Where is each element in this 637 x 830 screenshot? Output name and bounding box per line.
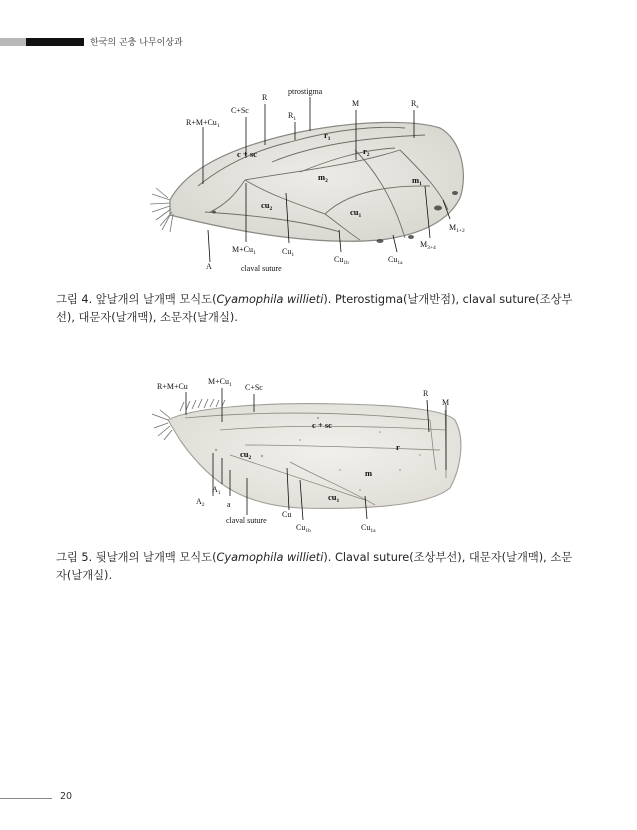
label-A: A: [206, 262, 212, 271]
label-R-M-Cu1: $R+M+Cu_1$: [186, 118, 220, 129]
label-M3-4: $M_{3+4}$: [420, 240, 436, 251]
cell-r2: $r_2$: [363, 146, 370, 158]
cell-m1: $m_1$: [412, 175, 422, 187]
cell-r1: $r_1$: [324, 130, 331, 142]
label-R-M-Cu: R+M+Cu: [157, 382, 188, 391]
label-M-Cu1: $M+Cu_1$: [232, 245, 256, 256]
cell-r: r: [396, 442, 400, 452]
label-R: R: [262, 93, 268, 102]
label-C-Sc: C+Sc: [231, 106, 249, 115]
label-Rs: $R_s$: [411, 99, 419, 110]
figure5-caption: 그림 5. 뒷날개의 날개맥 모식도(Cyamophila willieti). Claval suture(조상부선), 대문자(날개맥), 소문자(날개실).: [56, 551, 573, 582]
label-a: a: [227, 500, 231, 509]
cell-c-sc: c + sc: [312, 420, 332, 430]
cell-c-sc: c + sc: [237, 149, 257, 159]
footer-rule: [0, 798, 52, 799]
label-claval-suture: claval suture: [226, 516, 267, 525]
label-R1: $R_1$: [288, 111, 297, 122]
cell-m: m: [365, 468, 373, 478]
label-M: M: [352, 99, 360, 108]
label-M: M: [442, 398, 450, 407]
label-Cu1: $Cu_1$: [282, 247, 295, 258]
label-M1-2: $M_{1+2}$: [449, 223, 465, 234]
label-R: R: [423, 389, 429, 398]
figure4-caption: 그림 4. 앞날개의 날개맥 모식도(Cyamophila willieti). Pterostigma(날개반점), claval suture(조상부선), 대문자(날개맥), 소문자(날개실).: [56, 293, 573, 324]
cell-cu1: $cu_1$: [328, 492, 340, 504]
page-number: 20: [60, 791, 73, 802]
cell-m2: $m_2$: [318, 172, 328, 184]
label-claval-suture: claval suture: [241, 264, 282, 273]
label-A1: $A_1$: [212, 485, 221, 496]
label-Cu: Cu: [282, 510, 292, 519]
label-M-Cu1: $M+Cu_1$: [208, 377, 232, 388]
forewing-base-hairs: [150, 188, 173, 232]
cell-cu1: $cu_1$: [350, 207, 362, 219]
label-Cu1a: $Cu_{1a}$: [388, 255, 403, 266]
label-Cu1b: $Cu_{1b}$: [296, 523, 311, 534]
label-ptrostigma: ptrostigma: [288, 87, 323, 96]
label-A2: $A_2$: [196, 497, 205, 508]
cell-cu2: $cu_2$: [261, 200, 273, 212]
label-C-Sc: C+Sc: [245, 383, 263, 392]
running-header: 한국의 곤충 나무이상과: [90, 38, 183, 48]
label-Cu1a: $Cu_{1a}$: [361, 523, 376, 534]
cell-cu2: $cu_2$: [240, 449, 252, 461]
label-Cu1b: $Cu_{1b}$: [334, 255, 349, 266]
